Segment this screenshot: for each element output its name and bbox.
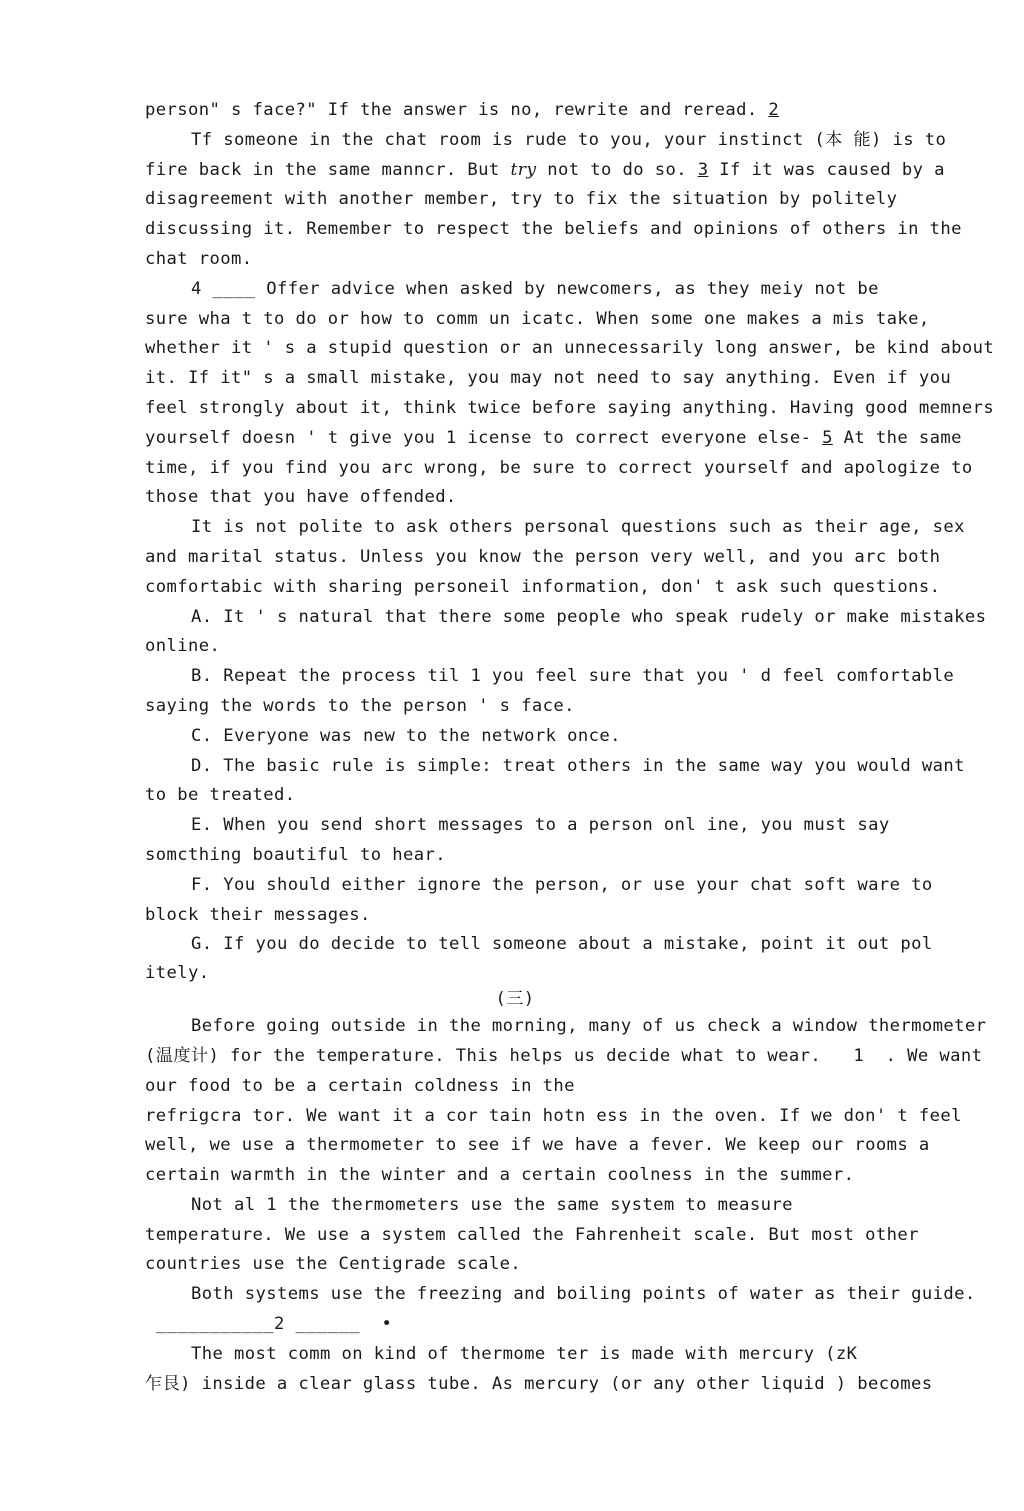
option-c: C. Everyone was new to the network once. bbox=[191, 725, 621, 746]
section-heading: (三) bbox=[495, 989, 535, 1010]
paragraph-line: person" s face?" If the answer is no, rewrite and reread. 2 bbox=[145, 100, 780, 120]
paragraph-line: countries use the Centigrade scale. bbox=[145, 1254, 522, 1275]
paragraph-line: (温度计) for the temperature. This helps us decide what to wear. 1 . We want bbox=[145, 1045, 983, 1066]
paragraph-line: 乍艮) inside a clear glass tube. As mercury (or any other liquid ) becomes bbox=[145, 1373, 933, 1394]
option-f-cont: block their messages. bbox=[145, 904, 371, 925]
paragraph-line: Tf someone in the chat room is rude to you, your instinct (本 能) is to bbox=[191, 129, 947, 150]
paragraph-line: whether it ' s a stupid question or an unnecessarily long answer, be kind about bbox=[145, 338, 995, 359]
paragraph-line: feel strongly about it, think twice before saying anything. Having good memners bbox=[145, 397, 995, 418]
paragraph-line: Both systems use the freezing and boiling points of water as their guide. bbox=[191, 1284, 976, 1305]
option-d: D. The basic rule is simple: treat others in the same way you would want bbox=[191, 755, 965, 776]
option-d-cont: to be treated. bbox=[145, 785, 296, 806]
paragraph-line: those that you have offended. bbox=[145, 487, 457, 508]
answer-blank[interactable]: 3 bbox=[697, 159, 709, 180]
answer-blank[interactable]: 5 bbox=[822, 427, 833, 448]
paragraph-line: discussing it. Remember to respect the beliefs and opinions of others in the bbox=[145, 219, 962, 240]
option-b: B. Repeat the process til 1 you feel sure that you ' d feel comfortable bbox=[191, 666, 955, 687]
answer-blank[interactable]: 2 bbox=[768, 100, 780, 120]
option-b-cont: saying the words to the person ' s face. bbox=[145, 695, 575, 716]
paragraph-line: fire back in the same manncr. But try not to do so. 3 If it was caused by a bbox=[145, 159, 945, 180]
paragraph-line: yourself doesn ' t give you 1 icense to correct everyone else- 5 At the same bbox=[145, 427, 962, 448]
option-a: A. It ' s natural that there some people who speak rudely or make mistakes bbox=[191, 606, 987, 627]
answer-blank-line[interactable]: ___________2 ______ • bbox=[145, 1314, 393, 1335]
paragraph-line: certain warmth in the winter and a certain coolness in the summer. bbox=[145, 1165, 855, 1186]
paragraph-line: Not al 1 the thermometers use the same system to measure bbox=[191, 1194, 793, 1215]
paragraph-line: chat room. bbox=[145, 248, 253, 269]
paragraph-line: and marital status. Unless you know the person very well, and you arc both bbox=[145, 546, 941, 567]
paragraph-line: well, we use a thermometer to see if we have a fever. We keep our rooms a bbox=[145, 1135, 930, 1156]
paragraph-line: 4 ____ Offer advice when asked by newcomers, as they meiy not be bbox=[191, 278, 879, 299]
paragraph-line: It is not polite to ask others personal questions such as their age, sex bbox=[191, 517, 965, 538]
paragraph-line: disagreement with another member, try to fix the situation by politely bbox=[145, 189, 898, 210]
paragraph-line: it. If it" s a small mistake, you may not need to say anything. Even if you bbox=[145, 368, 952, 389]
paragraph-line: The most comm on kind of thermome ter is made with mercury (zK bbox=[191, 1343, 858, 1364]
paragraph-line: our food to be a certain coldness in the bbox=[145, 1075, 575, 1096]
paragraph-line: temperature. We use a system called the Fahrenheit scale. But most other bbox=[145, 1224, 919, 1245]
option-g: G. If you do decide to tell someone about a mistake, point it out pol bbox=[191, 934, 933, 955]
paragraph-line: sure wha t to do or how to comm un icatc. When some one makes a mis take, bbox=[145, 308, 930, 329]
paragraph-line: time, if you find you arc wrong, be sure to correct yourself and apologize to bbox=[145, 457, 973, 478]
option-f: F. You should either ignore the person, or use your chat soft ware to bbox=[191, 874, 933, 895]
option-a-cont: online. bbox=[145, 636, 221, 657]
option-e: E. When you send short messages to a person onl ine, you must say bbox=[191, 815, 890, 836]
option-g-cont: itely. bbox=[145, 963, 210, 984]
paragraph-line: Before going outside in the morning, many of us check a window thermometer bbox=[191, 1016, 987, 1037]
paragraph-line: comfortabic with sharing personeil information, don' t ask such questions. bbox=[145, 576, 941, 597]
paragraph-line: refrigcra tor. We want it a cor tain hotn ess in the oven. If we don' t feel bbox=[145, 1105, 962, 1126]
italic-word: try bbox=[510, 159, 537, 180]
option-e-cont: somcthing boautiful to hear. bbox=[145, 844, 446, 865]
document-page bbox=[145, 96, 995, 1399]
